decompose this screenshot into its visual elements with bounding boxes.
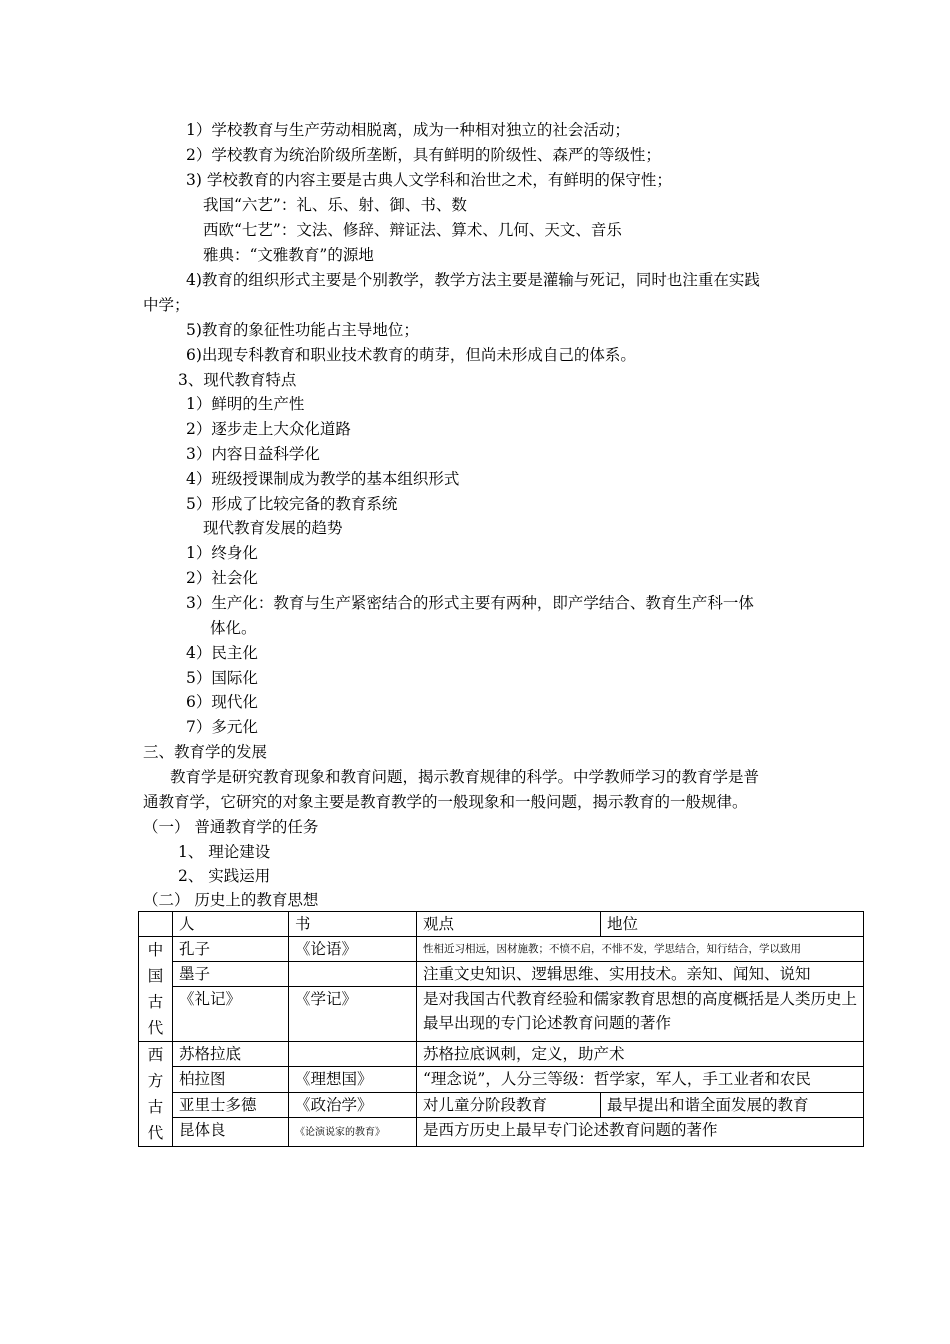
person-cell: 孔子 — [173, 937, 289, 962]
text-line: 5)教育的象征性功能占主导地位； — [186, 321, 419, 339]
view-cell: 苏格拉底讽刺，定义，助产术 — [417, 1042, 864, 1067]
book-cell — [289, 1042, 417, 1067]
list-item: 2、 实践运用 — [178, 867, 271, 885]
era-char: 代 — [147, 1019, 164, 1037]
section-heading: 3、现代教育特点 — [178, 371, 297, 389]
era-char: 中 — [147, 941, 164, 959]
text-line: 2）学校教育为统治阶级所垄断，具有鲜明的阶级性、森严的等级性； — [186, 146, 661, 164]
list-item: 1）鲜明的生产性 — [186, 395, 305, 413]
view-cell: 是西方历史上最早专门论述教育问题的著作 — [417, 1118, 864, 1147]
table-header-row — [139, 912, 864, 937]
book-cell: 《论演说家的教育》 — [289, 1118, 417, 1147]
view-cell: 性相近习相远，因材施教；不愤不启，不悱不发，学思结合，知行结合，学以致用 — [417, 937, 864, 962]
table-row — [139, 962, 864, 987]
list-item: 4）民主化 — [186, 644, 258, 662]
text-line: 雅典：“文雅教育”的源地 — [203, 246, 374, 264]
header-cell-empty — [139, 912, 173, 937]
text-line: 1）学校教育与生产劳动相脱离，成为一种相对独立的社会活动； — [186, 121, 630, 139]
list-item-continuation: 体化。 — [210, 619, 257, 637]
person-cell: 墨子 — [173, 962, 289, 987]
header-cell: 书 — [289, 912, 417, 937]
view-cell: 注重文史知识、逻辑思维、实用技术。亲知、闻知、说知 — [417, 962, 864, 987]
paragraph-line: 教育学是研究教育现象和教育问题，揭示教育规律的科学。中学教师学习的教育学是普 — [170, 768, 760, 786]
era-char: 代 — [147, 1124, 164, 1142]
subsection-heading: （一） 普通教育学的任务 — [143, 818, 319, 836]
text-line: 我国“六艺”：礼、乐、射、御、书、数 — [203, 196, 467, 214]
view-cell: “理念说”，人分三等级：哲学家，军人，手工业者和农民 — [417, 1067, 864, 1092]
view-cell: 是对我国古代教育经验和儒家教育思想的高度概括是人类历史上最早出现的专门论述教育问题的著作 — [417, 987, 864, 1042]
list-item: 2）社会化 — [186, 569, 258, 587]
book-cell: 《政治学》 — [289, 1092, 417, 1117]
header-cell: 人 — [173, 912, 289, 937]
list-item: 1、 理论建设 — [178, 843, 271, 861]
era-char: 西 — [147, 1046, 164, 1064]
table-row — [139, 937, 864, 962]
book-cell: 《学记》 — [289, 987, 417, 1042]
text-line: 6)出现专科教育和职业技术教育的萌芽，但尚未形成自己的体系。 — [186, 346, 636, 364]
list-item: 5）形成了比较完备的教育系统 — [186, 495, 398, 513]
list-item: 7）多元化 — [186, 718, 258, 736]
text-line: 中学； — [143, 296, 190, 314]
text-line: 3) 学校教育的内容主要是古典人文学科和治世之术，有鲜明的保守性； — [186, 171, 672, 189]
header-cell: 地位 — [601, 912, 864, 937]
era-char: 古 — [147, 993, 164, 1011]
era-cell-china — [139, 937, 173, 1042]
table-row — [139, 1092, 864, 1117]
person-cell: 《礼记》 — [173, 987, 289, 1042]
person-cell: 苏格拉底 — [173, 1042, 289, 1067]
table-row — [139, 987, 864, 993]
book-cell — [289, 962, 417, 987]
book-cell: 《理想国》 — [289, 1067, 417, 1092]
table-row — [139, 1042, 864, 1067]
person-cell: 柏拉图 — [173, 1067, 289, 1092]
subsection-heading: （二） 历史上的教育思想 — [143, 891, 319, 909]
table-row — [139, 1118, 864, 1147]
list-item: 6）现代化 — [186, 693, 258, 711]
list-item: 2）逐步走上大众化道路 — [186, 420, 351, 438]
subheading: 现代教育发展的趋势 — [203, 519, 343, 537]
list-item: 5）国际化 — [186, 669, 258, 687]
era-cell-west — [139, 1042, 173, 1147]
list-item: 4）班级授课制成为教学的基本组织形式 — [186, 470, 460, 488]
person-cell: 亚里士多德 — [173, 1092, 289, 1117]
list-item: 3）内容日益科学化 — [186, 445, 320, 463]
status-cell: 最早提出和谐全面发展的教育 — [601, 1092, 864, 1117]
text-line: 4)教育的组织形式主要是个别教学，教学方法主要是灌输与死记，同时也注重在实践 — [186, 271, 760, 289]
list-item: 3）生产化：教育与生产紧密结合的形式主要有两种，即产学结合、教育生产科一体 — [186, 594, 754, 612]
list-item: 1）终身化 — [186, 544, 258, 562]
person-cell: 昆体良 — [173, 1118, 289, 1147]
table-row — [139, 1067, 864, 1092]
header-cell: 观点 — [417, 912, 601, 937]
era-char: 方 — [147, 1072, 164, 1090]
paragraph-line: 通教育学，它研究的对象主要是教育教学的一般现象和一般问题，揭示教育的一般规律。 — [143, 793, 748, 811]
section-heading: 三、教育学的发展 — [143, 743, 268, 761]
education-history-table — [138, 911, 864, 1147]
era-char: 古 — [147, 1098, 164, 1116]
book-cell: 《论语》 — [289, 937, 417, 962]
era-char: 国 — [147, 967, 164, 985]
text-line: 西欧“七艺”：文法、修辞、辩证法、算术、几何、天文、音乐 — [203, 221, 622, 239]
view-cell: 对儿童分阶段教育 — [417, 1092, 601, 1117]
